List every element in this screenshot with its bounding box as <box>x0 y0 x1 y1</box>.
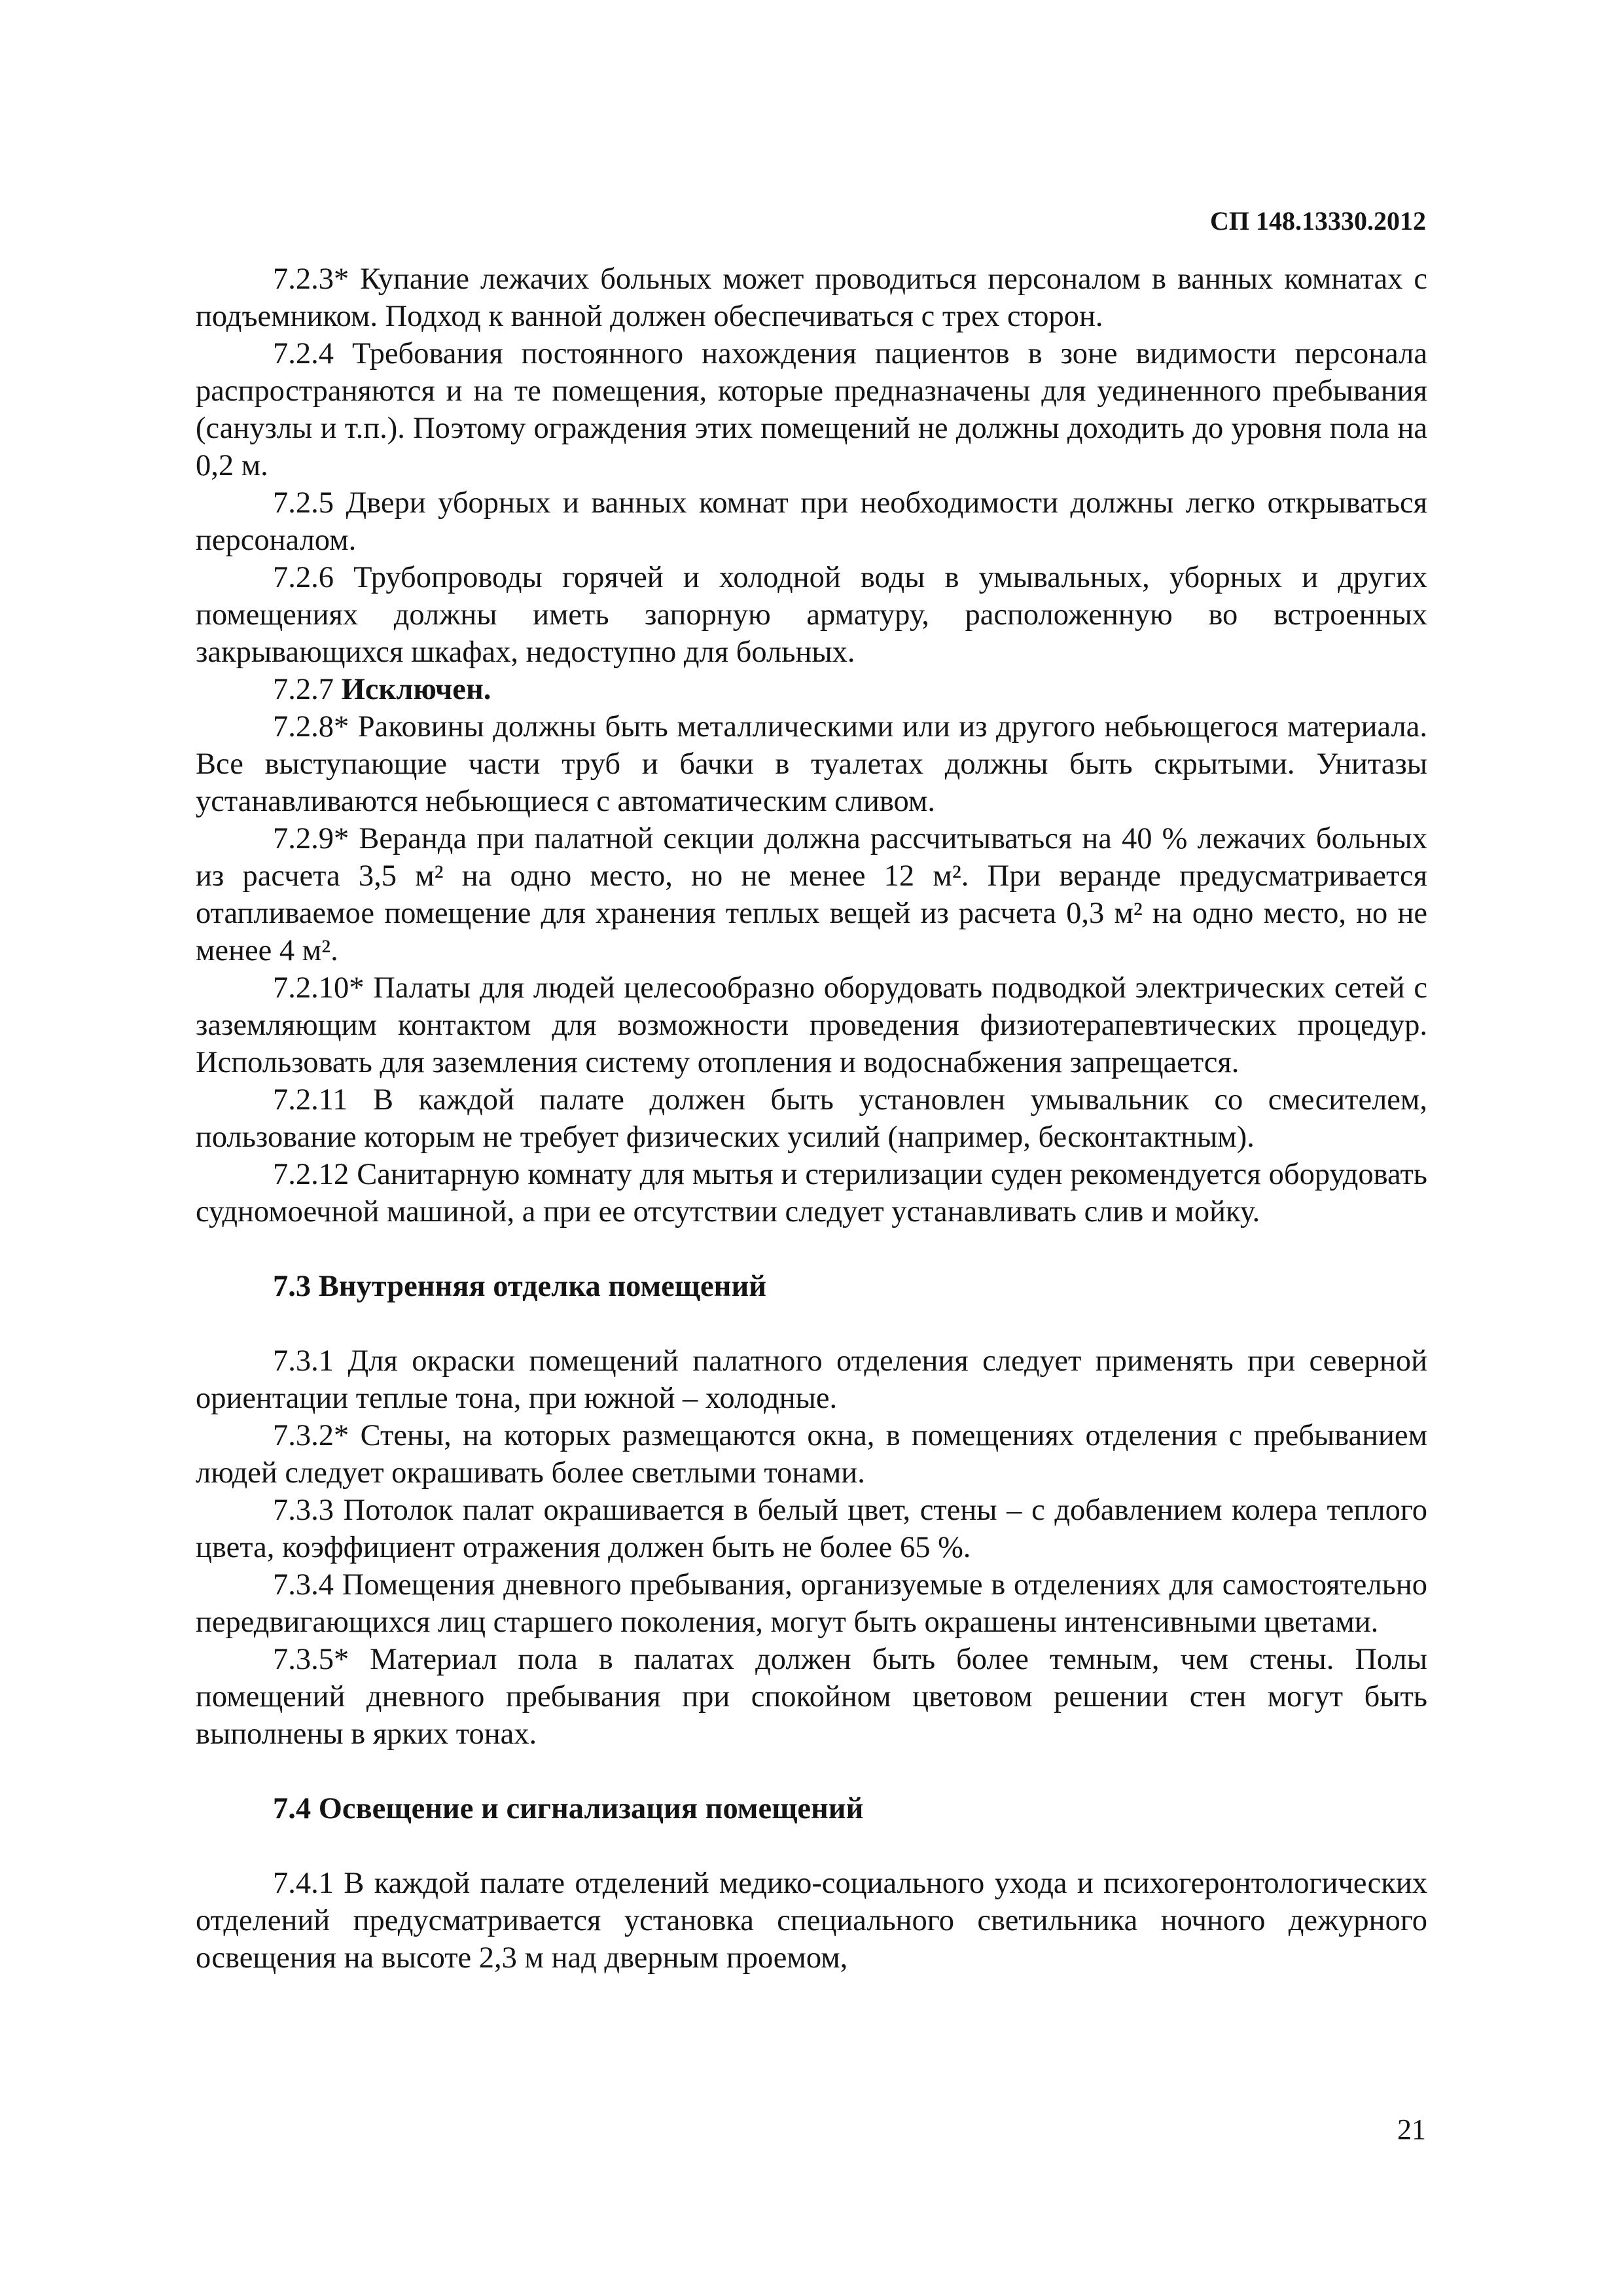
paragraph-7-3-4: 7.3.4 Помещения дневного пребывания, организуемые в отделениях для самостоятельно передвигающихся лиц старшего поколения, могут быть окрашены интенсивными цветами. <box>196 1568 1427 1639</box>
paragraph-7-3-5: 7.3.5* Материал пола в палатах должен быть более темным, чем стены. Полы помещений дневного пребывания при спокойном цветовом решении стен могут быть выполнены в ярких тонах. <box>196 1643 1427 1751</box>
document-body <box>196 260 1427 1977</box>
paragraph-7-2-11: 7.2.11 В каждой палате должен быть установлен умывальник со смесителем, пользование которым не требует физических усилий (например, бесконтактным). <box>196 1083 1427 1154</box>
paragraph-7-2-7 <box>196 671 1427 708</box>
paragraph-7-2-4: 7.2.4 Требования постоянного нахождения пациентов в зоне видимости персонала распространяются и на те помещения, которые предназначены для уединенного пребывания (санузлы и т.п.). Поэтому ограждения этих помещений не должны доходить до уровня пола на 0,2 м. <box>196 337 1427 482</box>
paragraph-7-4-1: 7.4.1 В каждой палате отделений медико-социального ухода и психогеронтологических отделений предусматривается установка специального светильника ночного дежурного освещения на высоте 2,3 м над дверным проемом, <box>196 1867 1427 1975</box>
page-number: 21 <box>1397 2113 1426 2145</box>
paragraph-7-2-5: 7.2.5 Двери уборных и ванных комнат при необходимости должны легко открываться персоналом. <box>196 486 1427 557</box>
section-heading-7-3: 7.3 Внутренняя отделка помещений <box>273 1270 767 1303</box>
paragraph-7-2-7-status: Исключен. <box>341 673 491 706</box>
paragraph-7-3-2: 7.3.2* Стены, на которых размещаются окна, в помещениях отделения с пребыванием людей следует окрашивать более светлыми тонами. <box>196 1419 1427 1490</box>
paragraph-7-2-3: 7.2.3* Купание лежачих больных может проводиться персоналом в ванных комнатах с подъемником. Подход к ванной должен обеспечиваться с трех сторон. <box>196 262 1427 333</box>
paragraph-7-2-10: 7.2.10* Палаты для людей целесообразно оборудовать подводкой электрических сетей с заземляющим контактом для возможности проведения физиотерапевтических процедур. Использовать для заземления систему отопления и водоснабжения запрещается. <box>196 971 1427 1079</box>
paragraph-7-2-8: 7.2.8* Раковины должны быть металлическими или из другого небьющегося материала. Все выступающие части труб и бачки в туалетах должны быть скрытыми. Унитазы устанавливаются небьющиеся с автоматическим сливом. <box>196 710 1427 818</box>
paragraph-7-3-3: 7.3.3 Потолок палат окрашивается в белый цвет, стены – с добавлением колера теплого цвета, коэффициент отражения должен быть не более 65 %. <box>196 1494 1427 1564</box>
paragraph-7-2-6: 7.2.6 Трубопроводы горячей и холодной воды в умывальных, уборных и других помещениях должны иметь запорную арматуру, расположенную во встроенных закрывающихся шкафах, недоступно для больных. <box>196 561 1427 669</box>
paragraph-7-2-9: 7.2.9* Веранда при палатной секции должна рассчитываться на 40 % лежачих больных из расчета 3,5 м² на одно место, но не менее 12 м². При веранде предусматривается отапливаемое помещение для хранения теплых вещей из расчета 0,3 м² на одно место, но не менее 4 м². <box>196 822 1427 967</box>
paragraph-7-3-1: 7.3.1 Для окраски помещений палатного отделения следует применять при северной ориентации теплые тона, при южной – холодные. <box>196 1344 1427 1415</box>
paragraph-7-2-7-number: 7.2.7 <box>273 673 334 706</box>
paragraph-7-2-12: 7.2.12 Санитарную комнату для мытья и стерилизации суден рекомендуется оборудовать судномоечной машиной, а при ее отсутствии следует устанавливать слив и мойку. <box>196 1158 1427 1229</box>
document-code: СП 148.13330.2012 <box>1210 206 1426 236</box>
section-heading-7-4: 7.4 Освещение и сигнализация помещений <box>273 1792 864 1825</box>
